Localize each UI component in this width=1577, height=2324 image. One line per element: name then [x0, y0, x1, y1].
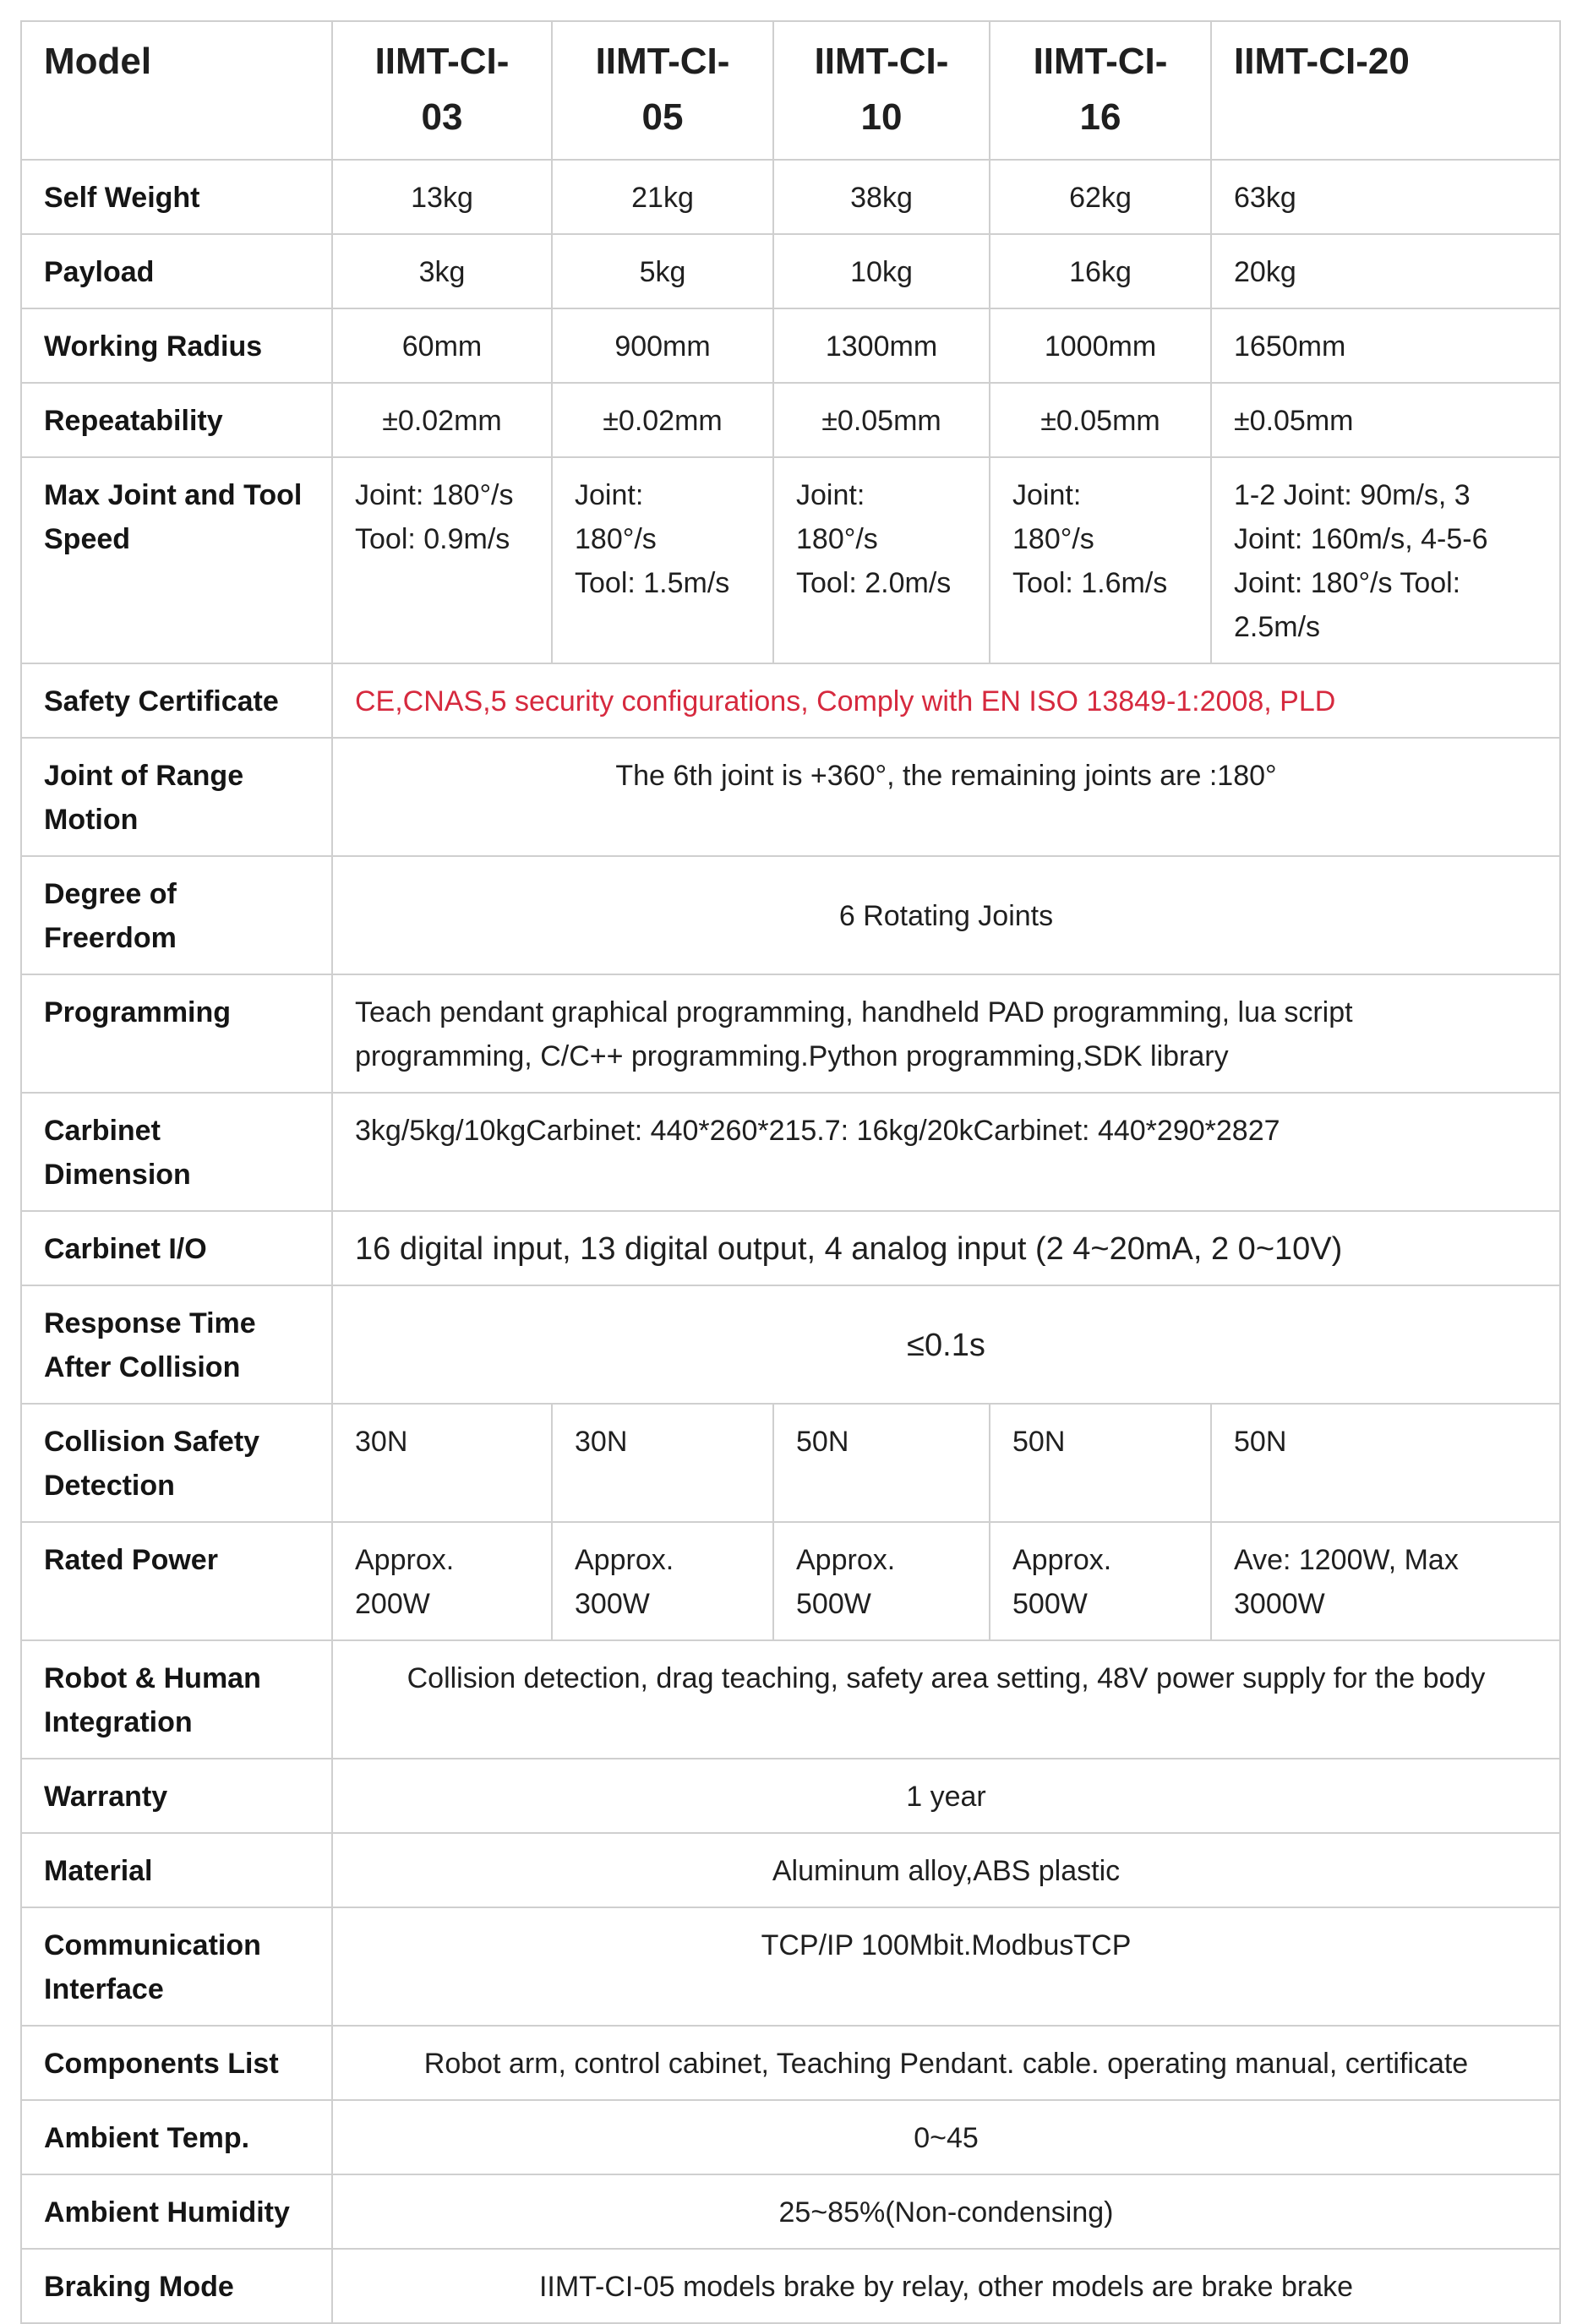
- row-label: Joint of Range Motion: [21, 738, 332, 856]
- row-label: Braking Mode: [21, 2249, 332, 2323]
- table-cell: Ave: 1200W, Max 3000W: [1211, 1522, 1560, 1640]
- table-cell: 60mm: [332, 308, 552, 383]
- table-row: [21, 738, 1560, 856]
- table-cell: 3kg/5kg/10kgCarbinet: 440*260*215.7: 16kg/20kCarbinet: 440*290*2827: [332, 1093, 1560, 1211]
- model-col-3: IIMT-CI- 10: [773, 21, 990, 160]
- model-col-4: IIMT-CI- 16: [990, 21, 1211, 160]
- table-cell: The 6th joint is +360°, the remaining joints are :180°: [332, 738, 1560, 856]
- table-row: [21, 1093, 1560, 1211]
- row-label: Self Weight: [21, 160, 332, 234]
- table-row: [21, 308, 1560, 383]
- table-cell: Joint: 180°/s Tool: 0.9m/s: [332, 457, 552, 663]
- table-cell: Joint: 180°/s Tool: 2.0m/s: [773, 457, 990, 663]
- row-label: Components List: [21, 2026, 332, 2100]
- table-cell: 50N: [773, 1404, 990, 1522]
- table-cell: Approx. 300W: [552, 1522, 773, 1640]
- table-row: [21, 457, 1560, 663]
- table-cell: 20kg: [1211, 234, 1560, 308]
- table-cell: Approx. 500W: [990, 1522, 1211, 1640]
- table-row: [21, 2249, 1560, 2323]
- table-cell: 25~85%(Non-condensing): [332, 2174, 1560, 2249]
- table-cell: 62kg: [990, 160, 1211, 234]
- table-cell: Teach pendant graphical programming, handheld PAD programming, lua script programming, C/C++ programming.Python programming,SDK library: [332, 974, 1560, 1093]
- table-cell: 38kg: [773, 160, 990, 234]
- spec-table: [20, 20, 1561, 2324]
- table-row: [21, 974, 1560, 1093]
- model-header: Model: [21, 21, 332, 160]
- table-row: [21, 1640, 1560, 1759]
- table-cell: 63kg: [1211, 160, 1560, 234]
- row-label: Ambient Temp.: [21, 2100, 332, 2174]
- table-cell: 13kg: [332, 160, 552, 234]
- table-cell: 6 Rotating Joints: [332, 856, 1560, 974]
- table-cell: 1-2 Joint: 90m/s, 3 Joint: 160m/s, 4-5-6 Joint: 180°/s Tool: 2.5m/s: [1211, 457, 1560, 663]
- table-cell: 900mm: [552, 308, 773, 383]
- row-label: Safety Certificate: [21, 663, 332, 738]
- table-row: [21, 1907, 1560, 2026]
- table-row: [21, 1211, 1560, 1285]
- table-cell: ±0.05mm: [773, 383, 990, 457]
- row-label: Max Joint and Tool Speed: [21, 457, 332, 663]
- table-cell: Collision detection, drag teaching, safety area setting, 48V power supply for the body: [332, 1640, 1560, 1759]
- row-label: Carbinet Dimension: [21, 1093, 332, 1211]
- table-row: [21, 234, 1560, 308]
- spec-table-container: [20, 20, 1559, 2324]
- row-label: Material: [21, 1833, 332, 1907]
- row-label: Response Time After Collision: [21, 1285, 332, 1404]
- table-cell: Approx. 200W: [332, 1522, 552, 1640]
- table-cell: 50N: [1211, 1404, 1560, 1522]
- row-label: Warranty: [21, 1759, 332, 1833]
- table-row: [21, 383, 1560, 457]
- table-row: [21, 1404, 1560, 1522]
- table-cell: Joint: 180°/s Tool: 1.5m/s: [552, 457, 773, 663]
- header-row: [21, 21, 1560, 160]
- model-col-2: IIMT-CI- 05: [552, 21, 773, 160]
- certificate-cell: CE,CNAS,5 security configurations, Comply with EN ISO 13849-1:2008, PLD: [332, 663, 1560, 738]
- table-cell: ±0.02mm: [552, 383, 773, 457]
- table-cell: Aluminum alloy,ABS plastic: [332, 1833, 1560, 1907]
- row-label: Ambient Humidity: [21, 2174, 332, 2249]
- table-cell: 16 digital input, 13 digital output, 4 analog input (2 4~20mA, 2 0~10V): [332, 1211, 1560, 1285]
- table-cell: 1650mm: [1211, 308, 1560, 383]
- table-cell: 16kg: [990, 234, 1211, 308]
- model-col-5: IIMT-CI-20: [1211, 21, 1560, 160]
- table-cell: 0~45: [332, 2100, 1560, 2174]
- table-cell: 1 year: [332, 1759, 1560, 1833]
- table-cell: ±0.02mm: [332, 383, 552, 457]
- table-cell: TCP/IP 100Mbit.ModbusTCP: [332, 1907, 1560, 2026]
- table-cell: ±0.05mm: [990, 383, 1211, 457]
- table-cell: 1000mm: [990, 308, 1211, 383]
- table-row: [21, 1759, 1560, 1833]
- table-row: [21, 2026, 1560, 2100]
- row-label: Rated Power: [21, 1522, 332, 1640]
- table-cell: 5kg: [552, 234, 773, 308]
- table-cell: 3kg: [332, 234, 552, 308]
- table-cell: ≤0.1s: [332, 1285, 1560, 1404]
- row-label: Collision Safety Detection: [21, 1404, 332, 1522]
- table-cell: IIMT-CI-05 models brake by relay, other models are brake brake: [332, 2249, 1560, 2323]
- table-row: [21, 160, 1560, 234]
- row-label: Programming: [21, 974, 332, 1093]
- table-row: [21, 1833, 1560, 1907]
- row-label: Repeatability: [21, 383, 332, 457]
- table-row: [21, 856, 1560, 974]
- table-row: [21, 663, 1560, 738]
- table-cell: Approx. 500W: [773, 1522, 990, 1640]
- row-label: Working Radius: [21, 308, 332, 383]
- row-label: Robot & Human Integration: [21, 1640, 332, 1759]
- table-cell: 21kg: [552, 160, 773, 234]
- table-cell: ±0.05mm: [1211, 383, 1560, 457]
- table-cell: 30N: [552, 1404, 773, 1522]
- row-label: Degree of Freerdom: [21, 856, 332, 974]
- row-label: Payload: [21, 234, 332, 308]
- table-cell: 30N: [332, 1404, 552, 1522]
- table-row: [21, 1285, 1560, 1404]
- table-cell: 50N: [990, 1404, 1211, 1522]
- table-cell: 1300mm: [773, 308, 990, 383]
- table-row: [21, 1522, 1560, 1640]
- row-label: Carbinet I/O: [21, 1211, 332, 1285]
- table-cell: Robot arm, control cabinet, Teaching Pendant. cable. operating manual, certificate: [332, 2026, 1560, 2100]
- model-col-1: IIMT-CI- 03: [332, 21, 552, 160]
- table-cell: 10kg: [773, 234, 990, 308]
- row-label: Communication Interface: [21, 1907, 332, 2026]
- table-cell: Joint: 180°/s Tool: 1.6m/s: [990, 457, 1211, 663]
- table-row: [21, 2174, 1560, 2249]
